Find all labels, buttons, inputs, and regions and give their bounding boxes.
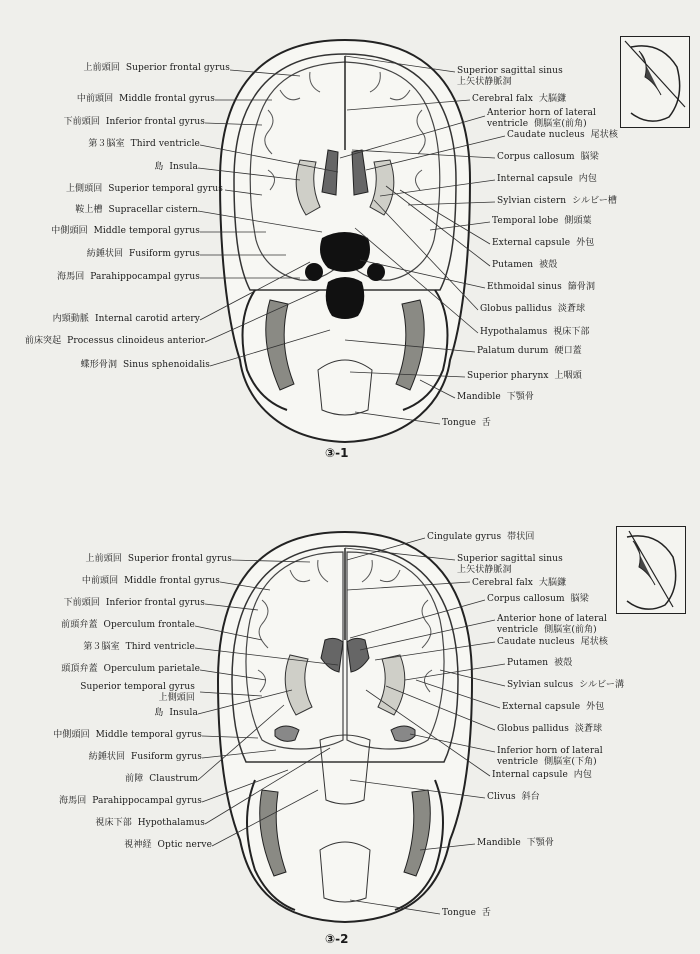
left-label-6: 頭頂弁蓋 Operculum parietale	[61, 664, 200, 674]
right-label-8: Sylvian sulcus シルビー溝	[507, 680, 625, 690]
orientation-inset-1	[620, 36, 690, 128]
left-label-4: 前頭弁蓋 Operculum frontale	[61, 620, 195, 630]
right-label-3: Cerebral falx 大脳鎌	[472, 578, 567, 588]
right-label-8: Temporal lobe 側頭葉	[492, 216, 592, 226]
left-label-11: 内頸動脈 Internal carotid artery	[52, 314, 200, 324]
right-label-5: Corpus callosum 脳梁	[497, 152, 599, 162]
left-label-5: 第３脳室 Third ventricle	[83, 642, 195, 652]
left-label-2: 中前頭回 Middle frontal gyrus	[76, 94, 215, 104]
head-profile-icon	[621, 37, 689, 127]
right-label-9: External capsule 外包	[502, 702, 605, 712]
left-label-13: 視床下部 Hypothalamus	[95, 818, 205, 828]
right-label-10: Globus pallidus 淡蒼球	[497, 724, 603, 734]
right-label-9: External capsule 外包	[492, 238, 595, 248]
left-label-9: 中側頭回 Middle temporal gyrus	[53, 730, 202, 740]
right-label-4: Caudate nucleus 尾状核	[507, 130, 618, 140]
left-label-4: 第３脳室 Third ventricle	[88, 139, 200, 149]
right-label-11: Ethmoidal sinus 篩骨洞	[487, 282, 596, 292]
right-label-13: Clivus 斜台	[487, 792, 540, 802]
left-label-8: 島 Insula	[154, 708, 198, 718]
figure-caption-2: ③-2	[325, 932, 349, 946]
left-label-10: 紡錘状回 Fusiform gyrus	[88, 752, 202, 762]
right-label-14: Mandible 下顎骨	[477, 838, 555, 848]
right-label-17: Tongue 舌	[442, 418, 492, 428]
right-label-2: Cerebral falx 大脳鎌	[472, 94, 567, 104]
figure-panel-2	[0, 490, 700, 954]
right-label-7: Sylvian cistern シルビー槽	[497, 196, 618, 206]
right-label-2: Superior sagittal sinus 上矢状静脈洞	[457, 554, 563, 575]
right-label-3: Anterior horn of lateral ventricle 側脳室(前角)	[487, 108, 596, 129]
left-label-12: 前床突起 Processus clinoideus anterior	[24, 336, 205, 346]
right-label-6: Caudate nucleus 尾状核	[497, 637, 608, 647]
left-label-10: 海馬回 Parahippocampal gyrus	[57, 272, 200, 282]
right-label-6: Internal capsule 内包	[497, 174, 598, 184]
left-label-3: 下前頭回 Inferior frontal gyrus	[63, 598, 205, 608]
orientation-inset-2	[616, 526, 686, 614]
right-label-16: Mandible 下顎骨	[457, 392, 535, 402]
left-label-3: 下前頭回 Inferior frontal gyrus	[63, 117, 205, 127]
left-label-2: 中前頭回 Middle frontal gyrus	[81, 576, 220, 586]
left-label-6: 上側頭回 Superior temporal gyrus	[65, 184, 223, 194]
left-label-9: 紡錘状回 Fusiform gyrus	[86, 249, 200, 259]
right-label-15: Tongue 舌	[442, 908, 492, 918]
right-label-13: Hypothalamus 視床下部	[480, 327, 590, 337]
left-label-13: 蝶形骨洞 Sinus sphenoidalis	[80, 360, 210, 370]
head-profile-icon	[617, 527, 685, 613]
left-label-12: 海馬回 Parahippocampal gyrus	[59, 796, 202, 806]
right-label-1: Superior sagittal sinus 上矢状静脈洞	[457, 66, 563, 87]
left-label-11: 前障 Claustrum	[125, 774, 198, 784]
right-label-15: Superior pharynx 上咽頭	[467, 371, 582, 381]
right-label-10: Putamen 被殻	[492, 260, 558, 270]
right-label-12: Globus pallidus 淡蒼球	[480, 304, 586, 314]
right-label-14: Palatum durum 硬口蓋	[477, 346, 582, 356]
right-label-7: Putamen 被殻	[507, 658, 573, 668]
left-label-14: 視神経 Optic nerve	[124, 840, 212, 850]
left-label-7: Superior temporal gyrus 上側頭回	[80, 682, 195, 703]
right-label-1: Cingulate gyrus 帯状回	[427, 532, 535, 542]
left-label-1: 上前頭回 Superior frontal gyrus	[85, 554, 232, 564]
right-label-12: Internal capsule 内包	[492, 770, 593, 780]
right-label-11: Inferior horn of lateral ventricle 側脳室(下角)	[497, 746, 603, 767]
left-label-7: 鞍上槽 Supracellar cistern	[75, 205, 198, 215]
left-label-5: 島 Insula	[154, 162, 198, 172]
right-label-5: Anterior hone of lateral ventricle 側脳室(前角)	[497, 614, 607, 635]
figure-panel-1	[0, 0, 700, 470]
right-label-4: Corpus callosum 脳梁	[487, 594, 589, 604]
left-label-1: 上前頭回 Superior frontal gyrus	[83, 63, 230, 73]
figure-caption-1: ③-1	[325, 446, 349, 460]
left-label-8: 中側頭回 Middle temporal gyrus	[51, 226, 200, 236]
